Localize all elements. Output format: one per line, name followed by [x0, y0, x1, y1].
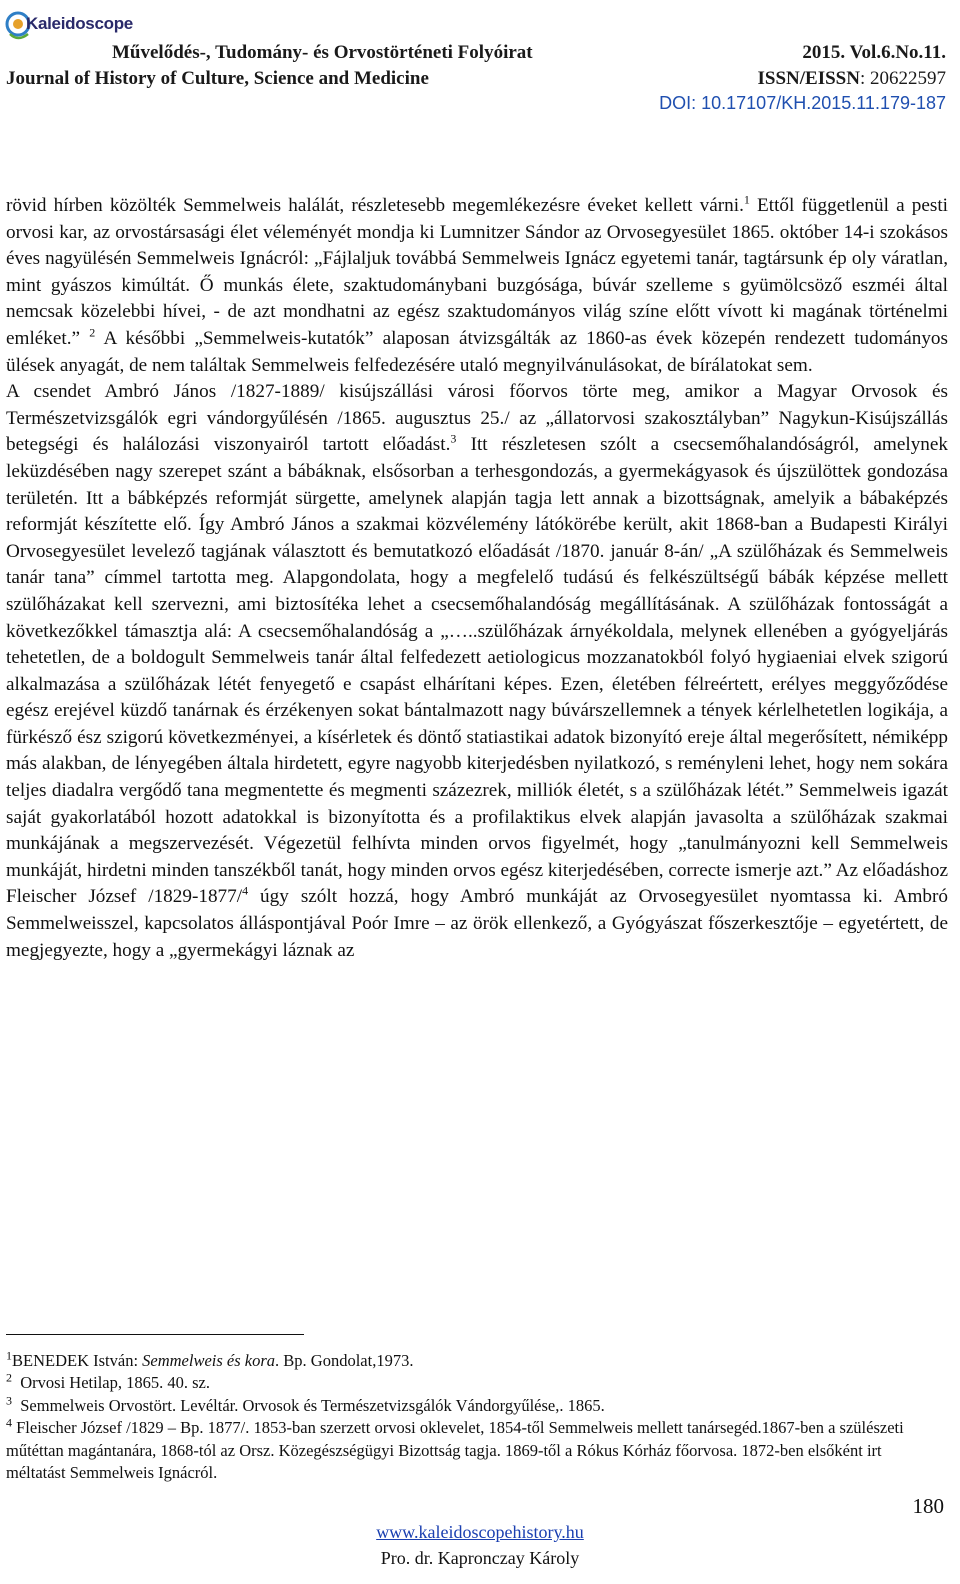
footer-author: Pro. dr. Kapronczay Károly	[380, 1548, 580, 1568]
footnote-number: 4	[6, 1415, 12, 1430]
footnotes	[6, 1350, 926, 1484]
page-number: 180	[912, 1494, 944, 1518]
footnote-3	[6, 1395, 926, 1417]
footnote-ref-1[interactable]: 1	[743, 192, 750, 207]
footnote-number: 2	[6, 1370, 12, 1385]
issn-label: ISSN/EISSN	[757, 68, 860, 89]
page-header	[0, 0, 960, 120]
paragraph-1	[6, 193, 948, 379]
footnote-divider	[6, 1334, 304, 1335]
issn-value: : 20622597	[859, 68, 946, 89]
footnote-text: Orvosi Hetilap, 1865. 40. sz.	[12, 1373, 210, 1393]
footnote-ref-2[interactable]: 2	[89, 325, 96, 340]
footnote-ref-3[interactable]: 3	[450, 431, 457, 446]
website-link[interactable]: www.kaleidoscopehistory.hu	[376, 1522, 584, 1542]
paragraph-2-text-b: Itt részletesen szólt a csecsemőhalandóságról, amelynek leküzdésében nagy szerepet szánt a bábáknak, elsősorban a terhesgondozás, a gyermekágyasok és újszülöttek gondozása területén. Itt a bábképzés reformját sürgette, amelynek alapján tagja lett annak a bizottságnak, amelyik a bábaképzés reformját készítette elő. Így Ambró János a szakmai közvélemény látókörébe került, akit 1868-ban a Budapesti Királyi Orvosegyesület levelező tagjának választott és bemutatkozó előadását /1870. január 8-án/ „A szülőházak és Semmelweis tanár tana” címmel tartotta meg. Alapgondolata, hogy a megfelelő tudású és felkészültségű bábák képzése mellett szülőházakat kell szervezni, ami biztosítéka lehet a csecsemőhalandóság megállításának. A szülőházak fontosságát a következőkkel támasztja alá: A csecsemőhalandóság a „…..szülőházak árnyékoldala, melynek ellenében a gyógyeljárás tehetetlen, de a boldogult Semmelweis tanár által felfedezett aetiologicus mozzanatokból folyó hygiaeniai elvek szigorú alkalmazása a szülőházak létét fenyegető e csapást elhárítani képes. Ezen, életében félreértett, erélyes meggyőződése egész erejével küzdő tanárnak és érzékenyen sokat bántalmazott nagy búvárszellemnek a tények kérlelhetetlen logikája, a fürkésző ész szigorú következményei, a kísérletek és döntő statiastikai adatok bizonyító ereje által megerősített, némiképp más alakban, de lényegében általa hirdetett, egyre nagyobb kiterjedésben nyilatkozó, s reményleni lehet, hogy nem sokára teljes diadalra vergődő tana megmentette és megmenti százezrek, milliók életét, s a szülőházak létét.” Semmelweis igazát saját gyakorlatából hozott adatokkal is bizonyította és a profilaktikus elvek alapján javasolta a szülőházak szakmai munkájának a megszervezését. Végezetül felhívta minden orvos figyelmét, hogy „tanulmányozni kell Semmelweis munkáját, hirdetni minden tanszékből tanát, hogy minden orvos egész kiterjedésében, correcte ismerje azt.” Az előadáshoz Fleischer József /1829-1877/	[6, 434, 948, 908]
article-body	[6, 193, 948, 964]
doi-label: DOI:	[659, 93, 702, 113]
doi-value: 10.17107/KH.2015.11.179-187	[701, 93, 946, 113]
doi-link[interactable]	[659, 93, 946, 114]
footnote-1	[6, 1350, 926, 1372]
footnote-number: 1	[6, 1348, 12, 1363]
logo-text: Kaleidoscope	[26, 14, 133, 33]
footnote-text: Semmelweis Orvostört. Levéltár. Orvosok és Természetvizsgálók Vándorgyűlése,. 1865.	[12, 1395, 605, 1415]
footnote-2	[6, 1372, 926, 1394]
paragraph-2-text-a: A csendet Ambró János /1827-1889/ kisújszállási városi főorvos törte meg, amikor a Magyar Orvosok és Természetvizsgálók egri vándorgyűlésén /1865. augusztus 25./ az „állatorvosi szakosztályban” Nagykun-Kisújszállás betegségi és halálozási viszonyairól tartott előadást.	[6, 381, 948, 456]
footnote-number: 3	[6, 1393, 12, 1408]
paragraph-1-text-a: rövid hírben közölték Semmelweis halálát, részletesebb megemlékezésre éveket kellett várni.	[6, 195, 744, 216]
paragraph-2-text-c: úgy szólt hozzá, hogy Ambró munkáját az Orvosegyesület nyomtassa ki. Ambró Semmelweisszel, kapcsolatos álláspontjával Poór Imre – az örök ellenkező, a Gyógyászat főszerkesztője – egyetértett, de megjegyezte, hogy a „gyermekágyi láznak az	[6, 886, 948, 961]
footnote-text: BENEDEK István:	[12, 1351, 143, 1370]
paragraph-1-text-b: Ettől függetlenül a pesti orvosi kar, az orvostársasági élet véleményét mondja ki Lumnitzer Sándor az Orvosegyesület 1865. október 14-i szokásos éves nagyülésén Semmelweis Ignácról: „Fájlaljuk továbbá Semmelweis Ignácz egyetemi tanár, tagtársunk ép oly váratlan, mint gyászos kimúltát. Ő munkás élete, szaktudománybani buzgósága, búvár szelleme s gyümölcsöző eszméi által nemcsak közelebbi hívei, - de azt mondhatni az egész szaktudományos világ színe előtt vívott ki magának történelmi emléket.”	[6, 195, 948, 349]
volume-info: 2015. Vol.6.No.11.	[802, 42, 946, 63]
issn-info	[758, 68, 946, 90]
footnote-text: Fleischer József /1829 – Bp. 1877/. 1853-ban szerzett orvosi oklevelet, 1854-től Semmelweis mellett tanársegéd.1867-ben a szülészeti műtéttan magántanára, 1868-tól az Orsz. Közegészségügyi Bizottság tagja. 1869-től a Rókus Kórház főorvosa. 1872-ben elsőként irt méltatást Semmelweis Ignácról.	[6, 1418, 904, 1483]
paragraph-1-text-c: A későbbi „Semmelweis-kutatók” alaposan átvizsgálták az 1860-as évek közepén rendezett tudományos ülések anyagát, de nem találtak Semmelweis felfedezésére utaló megnyilvánulásokat, de bírálatokat sem.	[6, 327, 948, 376]
footnote-italic: Semmelweis és kora	[142, 1351, 276, 1370]
paragraph-2	[6, 379, 948, 964]
footnote-ref-4[interactable]: 4	[242, 884, 249, 899]
journal-title-hungarian: Művelődés-, Tudomány- és Orvostörténeti Folyóirat	[112, 42, 533, 63]
journal-title-english: Journal of History of Culture, Science and Medicine	[6, 68, 429, 89]
footnote-4	[6, 1417, 926, 1484]
footnote-text: . Bp. Gondolat,1973.	[275, 1351, 414, 1370]
